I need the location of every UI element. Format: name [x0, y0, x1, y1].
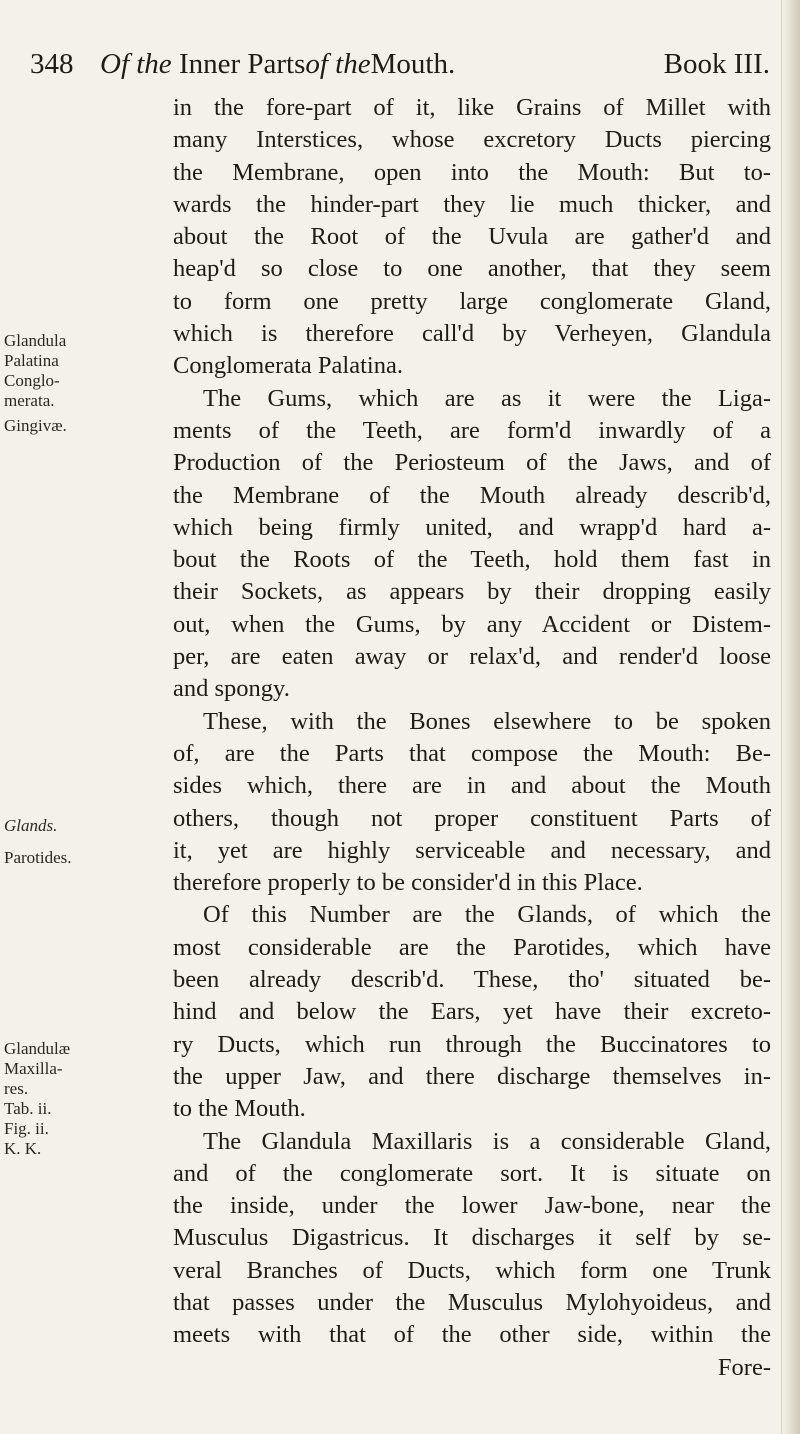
text-line: wards the hinder-part they lie much thicker, and: [173, 190, 771, 218]
text-line: others, though not proper constituent Parts of: [173, 804, 771, 832]
text-line: been already describ'd. These, tho' situated be-: [173, 966, 771, 994]
text-line: many Interstices, whose excretory Ducts piercing: [173, 126, 771, 154]
text-line: the upper Jaw, and there discharge themselves in-: [173, 1062, 771, 1090]
text-line: Of this Number are the Glands, of which the: [203, 901, 771, 929]
book-label: Book III.: [663, 48, 770, 80]
text-line: in the fore-part of it, like Grains of Millet with: [173, 94, 771, 121]
text-line: the inside, under the lower Jaw-bone, near the: [173, 1192, 771, 1220]
margin-note-parotides: Parotides.: [4, 848, 72, 867]
text-line: heap'd so close to one another, that they seem: [173, 255, 771, 283]
text-line: meets with that of the other side, within the: [173, 1321, 771, 1349]
catchword: Fore-: [717, 1353, 771, 1381]
text-line: ments of the Teeth, are form'd inwardly of a: [173, 416, 771, 444]
page-number: 348: [30, 48, 74, 80]
text-line: The Glandula Maxillaris is a considerable Gland,: [203, 1127, 771, 1155]
text-line: ry Ducts, which run through the Buccinatores to: [173, 1030, 771, 1058]
margin-note-gingivae: Gingivæ.: [4, 416, 67, 435]
text-line: These, with the Bones elsewhere to be spoken: [203, 707, 771, 735]
text-line: therefore properly to be consider'd in this Place.: [173, 869, 643, 897]
running-header: [30, 48, 770, 92]
body-text: [173, 92, 771, 1384]
text-line: the Membrane of the Mouth already describ'd,: [173, 481, 771, 509]
text-line: their Sockets, as appears by their dropping easily: [173, 578, 771, 606]
text-line: most considerable are the Parotides, which have: [173, 933, 771, 961]
text-line: which being firmly united, and wrapp'd hard a-: [173, 513, 771, 541]
text-line: The Gums, which are as it were the Liga-: [203, 384, 771, 412]
text-line: and of the conglomerate sort. It is situate on: [173, 1159, 771, 1187]
text-line: which is therefore call'd by Verheyen, Glandula: [173, 320, 771, 348]
text-line: to form one pretty large conglomerate Gland,: [173, 287, 771, 315]
running-title-end: Mouth.: [370, 48, 456, 80]
text-line: per, are eaten away or relax'd, and render'd loose: [173, 643, 771, 671]
text-line: bout the Roots of the Teeth, hold them fast in: [173, 546, 771, 574]
text-line: hind and below the Ears, yet have their excreto-: [173, 998, 771, 1026]
running-title-mid: Inner Parts: [178, 48, 306, 80]
text-line: veral Branches of Ducts, which form one Trunk: [173, 1256, 771, 1284]
text-line: Conglomerata Palatina.: [173, 352, 403, 380]
text-line: the Membrane, open into the Mouth: But to-: [173, 158, 771, 186]
text-line: of, are the Parts that compose the Mouth: Be-: [173, 739, 771, 767]
text-line: to the Mouth.: [173, 1095, 306, 1123]
text-line: Musculus Digastricus. It discharges it self by se-: [173, 1224, 771, 1252]
text-line: that passes under the Musculus Mylohyoideus, and: [173, 1288, 771, 1316]
text-line: Production of the Periosteum of the Jaws, and of: [173, 449, 771, 477]
text-line: sides which, there are in and about the Mouth: [173, 772, 771, 800]
page-edge: [781, 0, 800, 1434]
running-title-of-the: of the: [305, 48, 371, 80]
text-line: and spongy.: [173, 675, 290, 703]
margin-note-glandulae-maxillares: Glandulæ Maxilla- res. Tab. ii. Fig. ii. K. K.: [4, 1039, 71, 1158]
margin-note-glandula-palatina: Glandula Palatina Conglo- merata.: [4, 331, 67, 410]
margin-note-glands: Glands.: [4, 816, 58, 835]
text-line: it, yet are highly serviceable and necessary, and: [173, 836, 771, 864]
text-line: out, when the Gums, by any Accident or Distem-: [173, 610, 771, 638]
text-line: about the Root of the Uvula are gather'd and: [173, 223, 771, 251]
running-title-prefix: Of the: [100, 48, 172, 80]
running-title: [100, 48, 455, 81]
